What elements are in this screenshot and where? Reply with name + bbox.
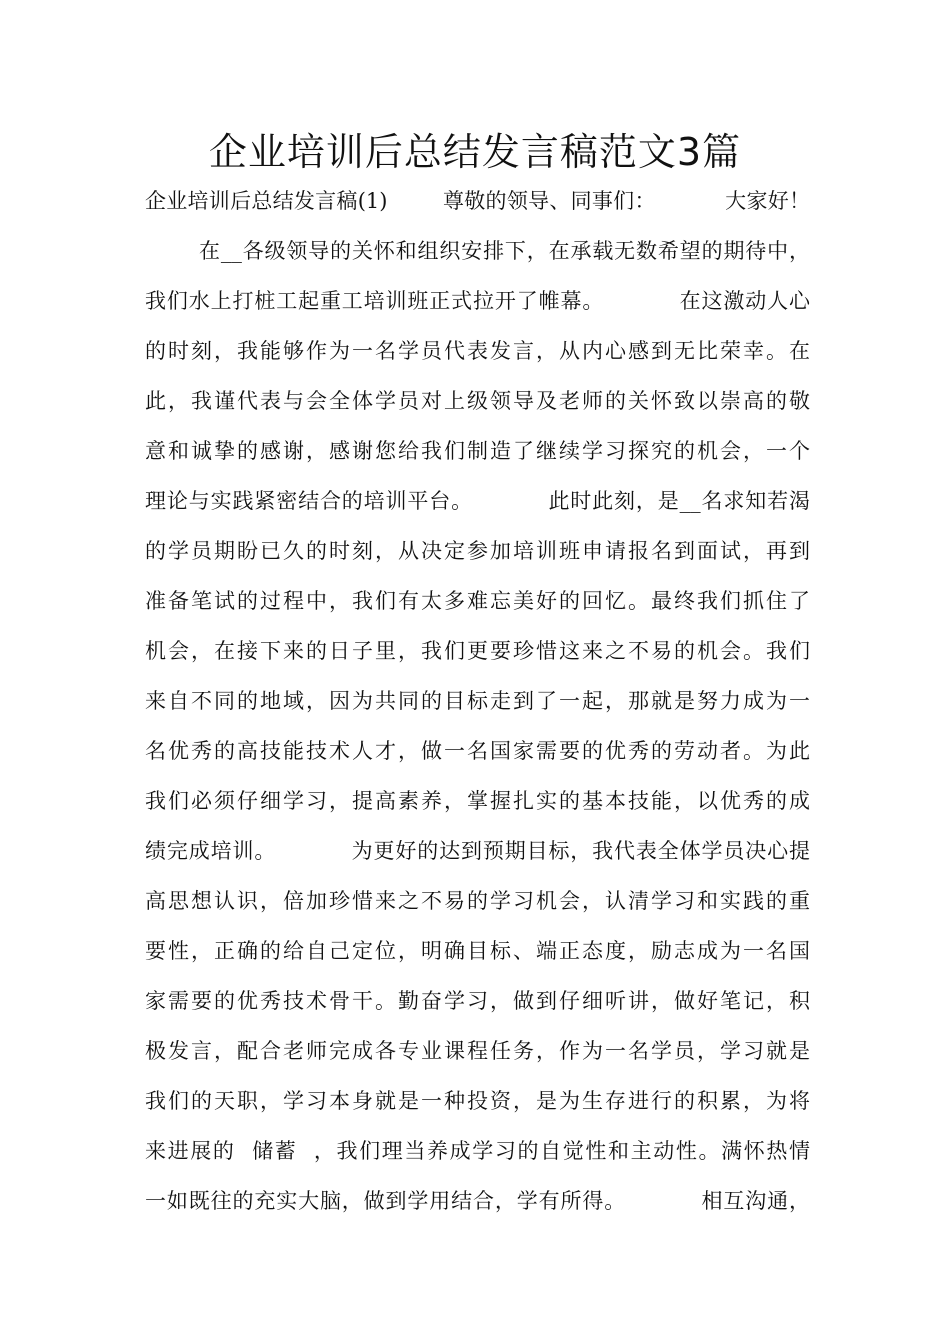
text-line: 此，我谨代表与会全体学员对上级领导及老师的关怀致以崇高的敬 (145, 389, 810, 413)
text-line: 机会，在接下来的日子里，我们更要珍惜这来之不易的机会。我们 (145, 639, 810, 663)
text-line: 理论与实践紧密结合的培训平台。 此时此刻，是__名求知若渴 (145, 489, 810, 513)
text-line: 意和诚挚的感谢，感谢您给我们制造了继续学习探究的机会，一个 (145, 439, 810, 463)
text-line: 我们的天职，学习本身就是一种投资，是为生存进行的积累，为将 (145, 1089, 810, 1113)
text-line: 来进展的 储蓄 ，我们理当养成学习的自觉性和主动性。满怀热情 (145, 1139, 810, 1163)
text-line: 一如既往的充实大脑，做到学用结合，学有所得。 相互沟通， (145, 1189, 810, 1213)
text-line: 家需要的优秀技术骨干。勤奋学习，做到仔细听讲，做好笔记，积 (145, 989, 810, 1013)
text-line: 我们必须仔细学习，提高素养，掌握扎实的基本技能，以优秀的成 (145, 789, 810, 813)
text-line: 绩完成培训。 为更好的达到预期目标，我代表全体学员决心提 (145, 839, 810, 863)
text-line: 在__各级领导的关怀和组织安排下，在承载无数希望的期待中， (199, 239, 810, 263)
text-line: 名优秀的高技能技术人才，做一名国家需要的优秀的劳动者。为此 (145, 739, 810, 763)
text-line: 的时刻，我能够作为一名学员代表发言，从内心感到无比荣幸。在 (145, 339, 810, 363)
document-title: 企业培训后总结发言稿范文3篇 (208, 130, 742, 174)
text-line: 来自不同的地域，因为共同的目标走到了一起，那就是努力成为一 (145, 689, 810, 713)
text-line: 的学员期盼已久的时刻，从决定参加培训班申请报名到面试，再到 (145, 539, 810, 563)
text-line: 要性，正确的给自己定位，明确目标、端正态度，励志成为一名国 (145, 939, 810, 963)
text-line: 我们水上打桩工起重工培训班正式拉开了帷幕。 在这激动人心 (145, 289, 810, 313)
text-line: 准备笔试的过程中，我们有太多难忘美好的回忆。最终我们抓住了 (145, 589, 810, 613)
text-line: 企业培训后总结发言稿(1) 尊敬的领导、同事们： 大家好！ (145, 189, 810, 213)
text-line: 极发言，配合老师完成各专业课程任务，作为一名学员，学习就是 (145, 1039, 810, 1063)
text-line: 高思想认识，倍加珍惜来之不易的学习机会，认清学习和实践的重 (145, 889, 810, 913)
